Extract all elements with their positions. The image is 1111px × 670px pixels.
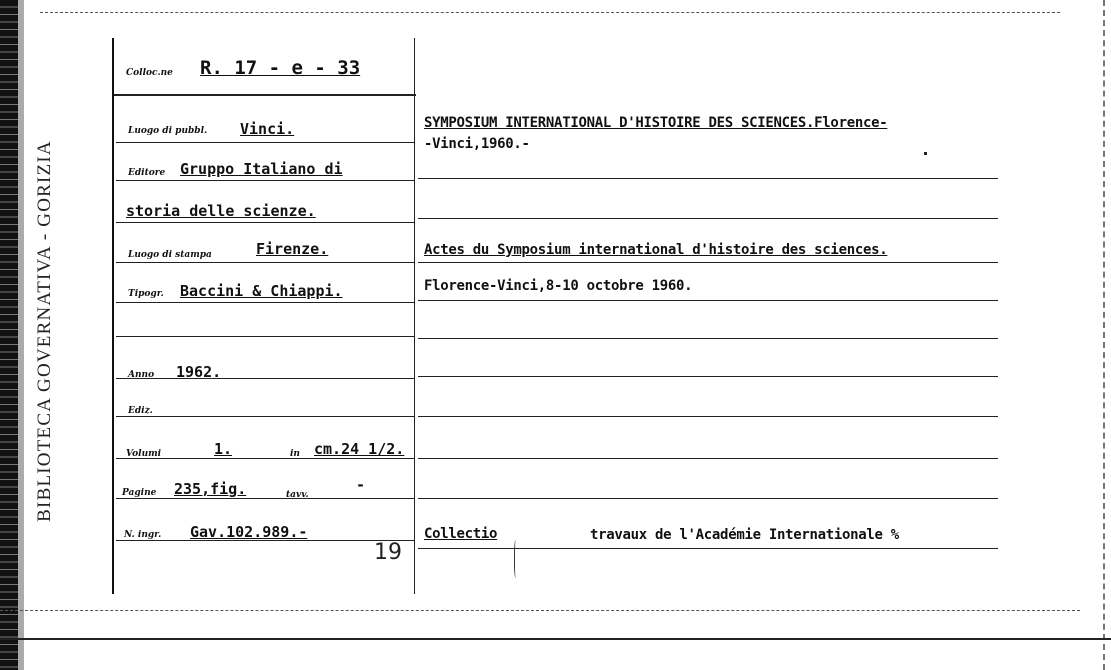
blank-rule (116, 336, 414, 337)
anno-value: 1962. (176, 363, 222, 381)
n-ingr-label: N. ingr. (124, 530, 162, 540)
left-column-rule (112, 38, 114, 594)
volumi-in-label: in (290, 449, 300, 459)
anno-rule (116, 378, 414, 379)
editore-label: Editore (128, 168, 166, 178)
anno-label: Anno (128, 370, 155, 380)
luogo-stampa-rule (116, 262, 414, 263)
collection-label: Collectio (424, 526, 498, 542)
pagine-value: 235,fig. (174, 480, 247, 498)
description-rule-10 (418, 548, 998, 549)
description-rule-5 (418, 338, 998, 339)
volumi-value: 1. (214, 440, 233, 458)
middle-column-rule (414, 38, 415, 594)
description-line-4: Florence-Vinci,8-10 octobre 1960. (424, 278, 693, 294)
ediz-label: Ediz. (128, 406, 153, 416)
luogo-pubbl-rule (116, 142, 414, 143)
description-rule-3 (418, 262, 998, 263)
handwritten-number: 19 (374, 540, 402, 565)
tavv-value: - (356, 476, 366, 494)
n-ingr-rule (116, 540, 414, 541)
description-line-1: SYMPOSIUM INTERNATIONAL D'HISTOIRE DES SCIENCES.Florence- (424, 115, 888, 131)
description-rule-4 (418, 300, 998, 301)
ediz-rule (116, 416, 414, 417)
volumi-size: cm.24 1/2. (314, 440, 405, 458)
tipogr-label: Tipogr. (128, 289, 164, 299)
pagine-label: Pagine (122, 488, 157, 498)
card-left-shadow (18, 0, 24, 670)
collection-text: travaux de l'Académie Internationale % (590, 527, 899, 543)
description-rule-6 (418, 376, 998, 377)
card-right-edge (1103, 0, 1111, 670)
volumi-rule (116, 458, 414, 459)
pagine-rule (116, 498, 414, 499)
description-rule-2 (418, 218, 998, 219)
editore-rule (116, 180, 414, 181)
bottom-border (0, 638, 1111, 640)
volumi-label: Volumi (126, 449, 162, 459)
luogo-pubbl-value: Vinci. (240, 120, 295, 138)
description-rule-9 (418, 498, 998, 499)
editore-rule-2 (116, 222, 414, 223)
description-rule-1 (418, 178, 998, 179)
luogo-pubbl-label: Luogo di pubbl. (128, 126, 208, 136)
tipogr-value: Baccini & Chiappi. (180, 282, 343, 300)
handwritten-stroke (514, 540, 518, 578)
luogo-stampa-value: Firenze. (256, 240, 329, 258)
tipogr-rule (116, 302, 414, 303)
collocazione-label: Colloc.ne (126, 68, 173, 78)
bottom-dashed-border (0, 610, 1080, 611)
description-line-3: Actes du Symposium international d'histoire des sciences. (424, 242, 888, 258)
description-rule-8 (418, 458, 998, 459)
ink-speck (924, 152, 927, 155)
collocazione-rule (114, 94, 416, 96)
luogo-stampa-label: Luogo di stampa (128, 250, 212, 260)
description-rule-7 (418, 416, 998, 417)
n-ingr-value: Gav.102.989.- (190, 523, 308, 541)
top-border (40, 12, 1060, 13)
collocazione-value: R. 17 - e - 33 (200, 57, 361, 79)
tavv-label: tavv. (286, 490, 309, 500)
description-line-2: -Vinci,1960.- (424, 136, 530, 152)
library-stamp: BIBLIOTECA GOVERNATIVA - GORIZIA (34, 140, 55, 522)
editore-value-cont: storia delle scienze. (126, 202, 316, 220)
card-left-edge (0, 0, 18, 670)
editore-value: Gruppo Italiano di (180, 160, 343, 178)
